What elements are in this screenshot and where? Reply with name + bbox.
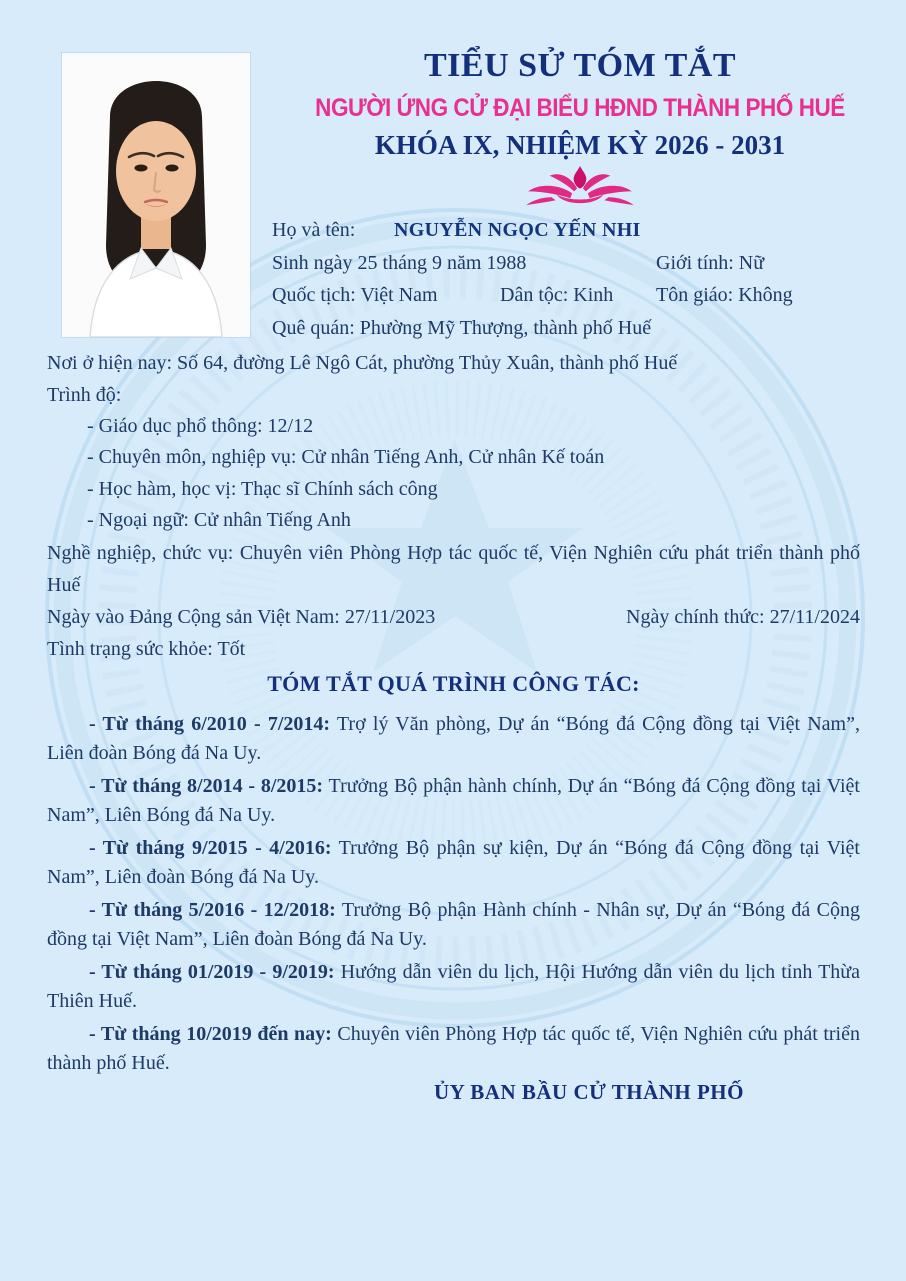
- career-period: - Từ tháng 10/2019 đến nay:: [89, 1022, 332, 1045]
- hometown-row: [272, 317, 888, 350]
- hometown: Quê quán: Phường Mỹ Thượng, thành phố Huế: [272, 316, 652, 339]
- party-dates-row: [47, 601, 860, 633]
- career-desc: Chuyên viên Phòng Hợp tác quốc tế, Viện Nghiên cứu phát triển thành phố Huế.: [47, 1022, 860, 1075]
- page-subtitle: NGƯỜI ỨNG CỬ ĐẠI BIỂU HĐND THÀNH PHỐ HUẾ: [315, 94, 845, 122]
- health-status: Tình trạng sức khỏe: Tốt: [47, 637, 246, 660]
- candidate-photo: [62, 53, 250, 337]
- party-official-date: Ngày chính thức: 27/11/2024: [626, 605, 860, 628]
- ethnicity: Dân tộc: Kinh: [500, 284, 614, 306]
- education-label: Trình độ:: [47, 384, 122, 406]
- education-item: - Chuyên môn, nghiệp vụ: Cử nhân Tiếng Anh, Cử nhân Kế toán: [87, 446, 605, 469]
- name-row: [272, 219, 888, 252]
- career-period: - Từ tháng 01/2019 - 9/2019:: [89, 960, 335, 983]
- career-entry: [47, 896, 860, 955]
- career-desc: Trưởng Bộ phận sự kiện, Dự án “Bóng đá Cộng đồng tại Việt Nam”, Liên đoàn Bóng đá Na Uy.: [47, 836, 860, 889]
- portrait-illustration: [62, 53, 250, 337]
- party-join-date: Ngày vào Đảng Cộng sản Việt Nam: 27/11/2023: [47, 605, 436, 628]
- career-desc: Trưởng Bộ phận Hành chính - Nhân sự, Dự án “Bóng đá Cộng đồng tại Việt Nam”, Liên đoàn Bóng đá Na Uy.: [47, 898, 860, 951]
- nationality: Quốc tịch: Việt Nam: [272, 284, 438, 306]
- career-desc: Trợ lý Văn phòng, Dự án “Bóng đá Cộng đồng tại Việt Nam”, Liên đoàn Bóng đá Na Uy.: [47, 712, 860, 765]
- career-entry: [47, 710, 860, 769]
- document-header: [272, 46, 888, 209]
- occupation: Nghề nghiệp, chức vụ: Chuyên viên Phòng Hợp tác quốc tế, Viện Nghiên cứu phát triển thành phố Huế: [47, 541, 860, 596]
- career-entry: [47, 834, 860, 893]
- education-item: - Ngoại ngữ: Cử nhân Tiếng Anh: [87, 509, 351, 532]
- term-line: KHÓA IX, NHIỆM KỲ 2026 - 2031: [374, 130, 786, 160]
- career-desc: Trưởng Bộ phận hành chính, Dự án “Bóng đá Cộng đồng tại Việt Nam”, Liên Bóng đá Na Uy.: [47, 774, 860, 827]
- birth-date: Sinh ngày 25 tháng 9 năm 1988: [272, 251, 527, 274]
- career-period: - Từ tháng 8/2014 - 8/2015:: [89, 774, 324, 797]
- nationality-row: [272, 284, 888, 317]
- document-body: [47, 347, 860, 1082]
- education-list: [47, 411, 860, 537]
- career-entry: [47, 1020, 860, 1079]
- residence: Nơi ở hiện nay: Số 64, đường Lê Ngô Cát, phường Thủy Xuân, thành phố Huế: [47, 352, 678, 374]
- education-item: - Giáo dục phổ thông: 12/12: [87, 415, 314, 437]
- career-section-heading: TÓM TẮT QUÁ TRÌNH CÔNG TÁC:: [267, 670, 640, 696]
- personal-info-block: [272, 219, 888, 349]
- gender: Giới tính: Nữ: [656, 251, 765, 274]
- career-desc: Hướng dẫn viên du lịch, Hội Hướng dẫn viên du lịch tỉnh Thừa Thiên Huế.: [47, 960, 860, 1013]
- career-period: - Từ tháng 9/2015 - 4/2016:: [89, 836, 332, 859]
- page-title: TIỂU SỬ TÓM TẮT: [423, 47, 736, 84]
- name-label: Họ và tên:: [272, 219, 356, 241]
- birth-row: [272, 252, 888, 285]
- career-period: - Từ tháng 6/2010 - 7/2014:: [89, 712, 331, 735]
- career-entry: [47, 772, 860, 831]
- religion: Tôn giáo: Không: [656, 284, 793, 306]
- lotus-icon: [272, 164, 888, 209]
- career-entry: [47, 958, 860, 1017]
- candidate-name: NGUYỄN NGỌC YẾN NHI: [394, 219, 641, 241]
- career-period: - Từ tháng 5/2016 - 12/2018:: [89, 898, 336, 921]
- education-item: - Học hàm, học vị: Thạc sĩ Chính sách công: [87, 477, 438, 500]
- election-committee-signature: ỦY BAN BẦU CỬ THÀNH PHỐ: [434, 1080, 744, 1104]
